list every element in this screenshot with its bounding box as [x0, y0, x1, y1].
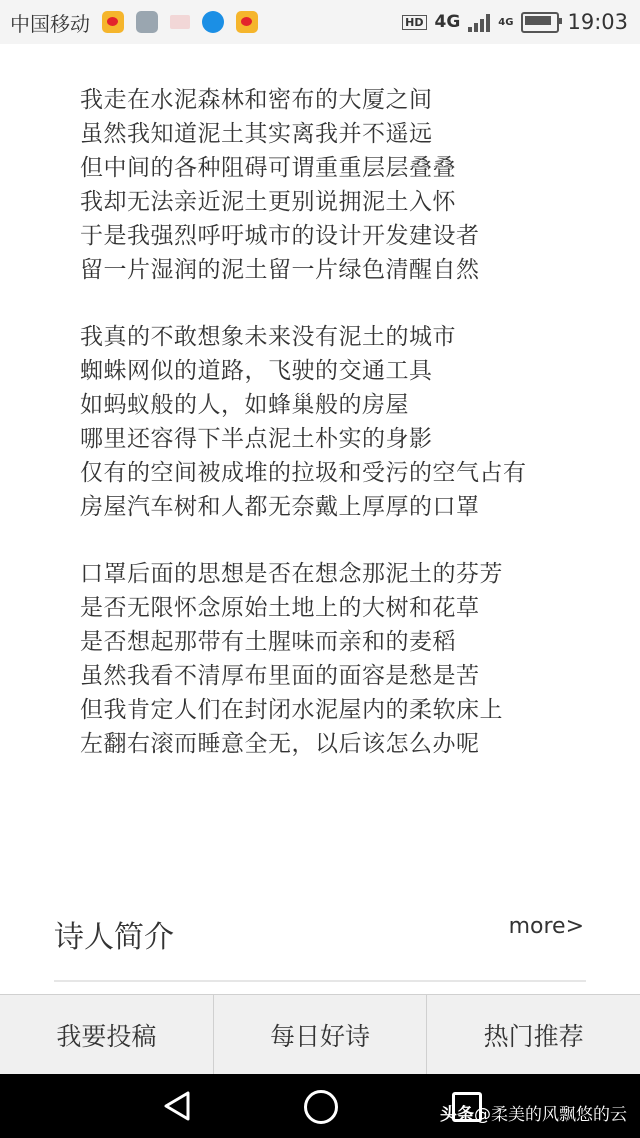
- clock: 19:03: [567, 10, 628, 34]
- weibo-icon: [236, 11, 258, 33]
- app-notification-icon: [170, 15, 190, 29]
- signal-icon: [468, 12, 490, 32]
- battery-icon: [521, 12, 559, 33]
- poem-line: 是否想起那带有土腥味而亲和的麦稻: [80, 629, 456, 655]
- poem-stanza: [80, 557, 600, 761]
- watermark: [440, 1100, 627, 1125]
- back-icon[interactable]: [162, 1090, 192, 1122]
- watermark-author: @柔美的风飘悠的云: [474, 1105, 627, 1125]
- poem-line: 虽然我知道泥土其实离我并不遥远: [80, 121, 433, 147]
- hd-voice-icon: HD: [402, 15, 426, 30]
- status-right: [402, 10, 628, 34]
- poem-line: 虽然我看不清厚布里面的面容是愁是苦: [80, 663, 480, 689]
- notification-icons: [102, 11, 258, 33]
- network-type-small: 4G: [498, 16, 514, 28]
- daily-poem-button[interactable]: 每日好诗: [214, 995, 428, 1075]
- poem-stanza: [80, 83, 600, 287]
- poem-line: 是否无限怀念原始土地上的大树和花草: [80, 595, 480, 621]
- home-icon[interactable]: [304, 1090, 338, 1124]
- status-bar: [0, 0, 640, 44]
- poem-line: 如蚂蚁般的人，如蜂巢般的房屋: [80, 392, 409, 418]
- poem-line: 但我肯定人们在封闭水泥屋内的柔软床上: [80, 697, 503, 723]
- submit-poem-button[interactable]: 我要投稿: [0, 995, 214, 1075]
- poem-line: 房屋汽车树和人都无奈戴上厚厚的口罩: [80, 494, 480, 520]
- poem-line: 哪里还容得下半点泥土朴实的身影: [80, 426, 433, 452]
- poem-line: 留一片湿润的泥土留一片绿色清醒自然: [80, 257, 480, 283]
- poem-line: 我真的不敢想象未来没有泥土的城市: [80, 324, 456, 350]
- poem-line: 仅有的空间被成堆的拉圾和受污的空气占有: [80, 460, 527, 486]
- poem-line: 我走在水泥森林和密布的大厦之间: [80, 87, 433, 113]
- hot-recommend-button[interactable]: 热门推荐: [483, 1022, 584, 1051]
- gallery-icon: [136, 11, 158, 33]
- poem-line: 我却无法亲近泥土更别说拥泥土入怀: [80, 189, 456, 215]
- poem-line: 于是我强烈呼吁城市的设计开发建设者: [80, 223, 480, 249]
- poem-line: 左翻右滚而睡意全无，以后该怎么办呢: [80, 731, 480, 757]
- watermark-brand: 头条: [440, 1105, 474, 1125]
- poem-line: 但中间的各种阻碍可谓重重层层叠叠: [80, 155, 456, 181]
- app-icon: [202, 11, 224, 33]
- weibo-icon: [102, 11, 124, 33]
- poet-intro-more-link[interactable]: more>: [508, 914, 584, 939]
- poem-line: 蜘蛛网似的道路，飞驶的交通工具: [80, 358, 433, 384]
- network-type: 4G: [434, 12, 461, 32]
- carrier-name: 中国移动: [10, 11, 90, 36]
- poem-body: [80, 83, 600, 794]
- bottom-action-bar: [0, 994, 640, 1075]
- poem-line: 口罩后面的思想是否在想念那泥土的芬芳: [80, 561, 503, 587]
- poem-stanza: [80, 320, 600, 524]
- poet-intro-title: 诗人简介: [54, 920, 174, 955]
- divider: [54, 980, 586, 982]
